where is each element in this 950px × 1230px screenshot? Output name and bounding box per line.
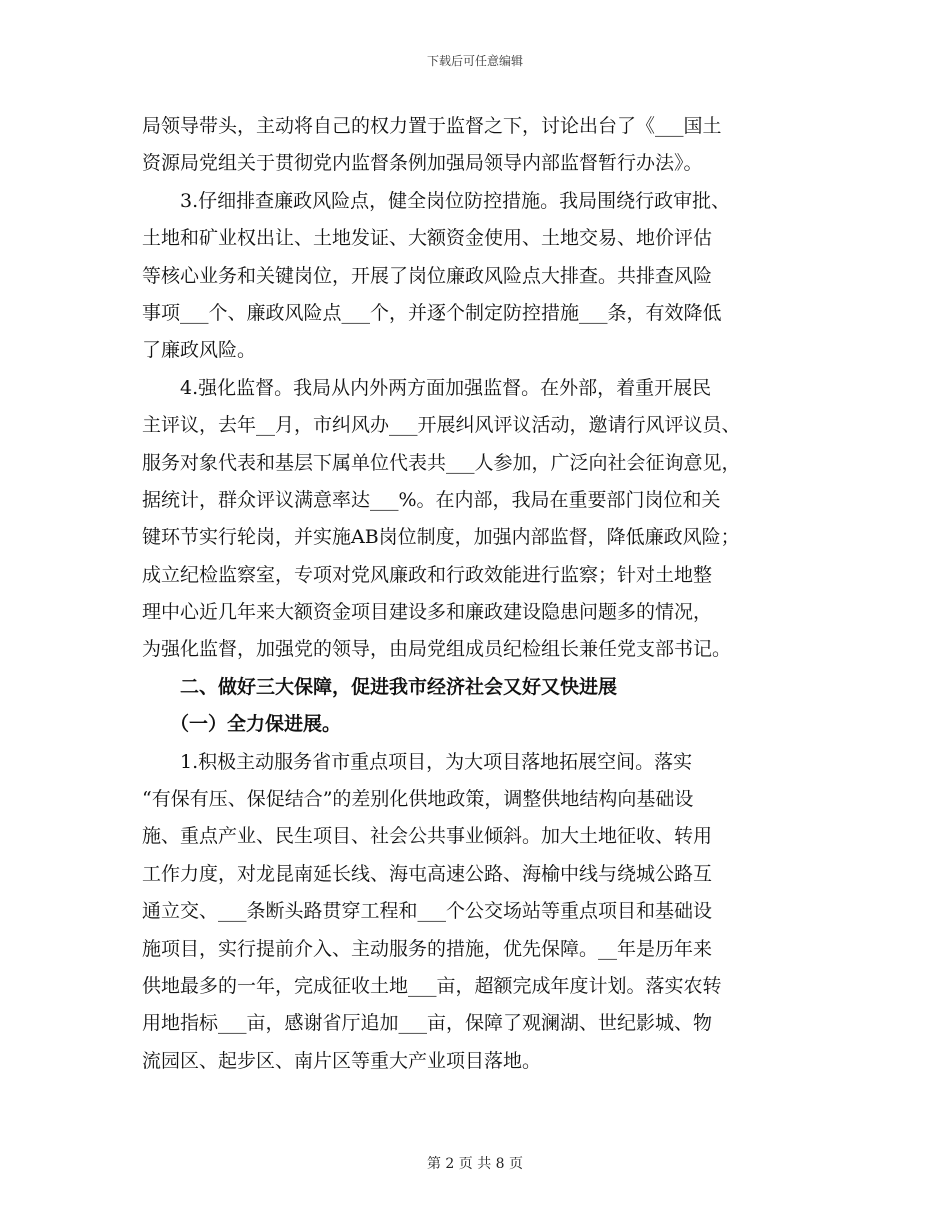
body-line: 3.仔细排查廉政风险点，健全岗位防控措施。我局围绕行政审批、 (180, 189, 731, 212)
body-line: 4.强化监督。我局从内外两方面加强监督。在外部，着重开展民 (180, 376, 712, 399)
body-line: “有保有压、保促结合”的差别化供地政策，调整供地结构向基础设 (142, 788, 694, 811)
body-line: 事项___个、廉政风险点___个，并逐个制定防控措施___条，有效降低 (142, 301, 722, 324)
page-header-note: 下载后可任意编辑 (426, 54, 523, 68)
body-line: 流园区、起步区、南片区等重大产业项目落地。 (142, 1049, 542, 1072)
section-heading: 二、做好三大保障，促进我市经济社会又好又快进展 (180, 675, 618, 698)
body-line: 据统计，群众评议满意率达___%。在内部，我局在重要部门岗位和关 (142, 488, 721, 511)
body-line: 主评议，去年__月，市纠风办___开展纠风评议活动，邀请行风评议员、 (142, 414, 741, 437)
body-line: 理中心近几年来大额资金项目建设多和廉政建设隐患问题多的情况， (142, 601, 713, 624)
body-line: 通立交、___条断头路贯穿工程和___个公交场站等重点项目和基础设 (142, 900, 713, 923)
body-line: 土地和矿业权出让、土地发证、大额资金使用、土地交易、地价评估 (142, 227, 713, 250)
body-line: 施、重点产业、民生项目、社会公共事业倾斜。加大土地征收、转用 (142, 825, 713, 848)
body-line: 为强化监督，加强党的领导，由局党组成员纪检组长兼任党支部书记。 (142, 638, 732, 661)
body-line: 键环节实行轮岗，并实施AB岗位制度，加强内部监督，降低廉政风险； (142, 526, 740, 549)
body-line: 用地指标___亩，感谢省厅追加___亩，保障了观澜湖、世纪影城、物 (142, 1012, 713, 1035)
subsection-heading: （一）全力保进展。 (170, 713, 342, 736)
body-line: 资源局党组关于贯彻党内监督条例加强局领导内部监督暂行办法》。 (142, 152, 703, 175)
body-line: 供地最多的一年，完成征收土地___亩，超额完成年度计划。落实农转 (142, 974, 722, 997)
body-line: 等核心业务和关键岗位，开展了岗位廉政风险点大排查。共排查风险 (142, 264, 713, 287)
body-line: 1.积极主动服务省市重点项目，为大项目落地拓展空间。落实 (180, 750, 693, 773)
body-line: 服务对象代表和基层下属单位代表共___人参加，广泛向社会征询意见， (142, 451, 741, 474)
body-line: 了廉政风险。 (142, 339, 257, 362)
body-line: 工作力度，对龙昆南延长线、海屯高速公路、海榆中线与绕城公路互 (142, 862, 713, 885)
body-line: 局领导带头，主动将自己的权力置于监督之下，讨论出台了《___国土 (142, 115, 722, 137)
document-body (142, 108, 832, 1080)
page-number: 第 2 页 共 8 页 (426, 1156, 524, 1172)
body-line: 成立纪检监察室，专项对党风廉政和行政效能进行监察；针对土地整 (142, 563, 713, 586)
body-line: 施项目，实行提前介入、主动服务的措施，优先保障。__年是历年来 (142, 937, 713, 960)
